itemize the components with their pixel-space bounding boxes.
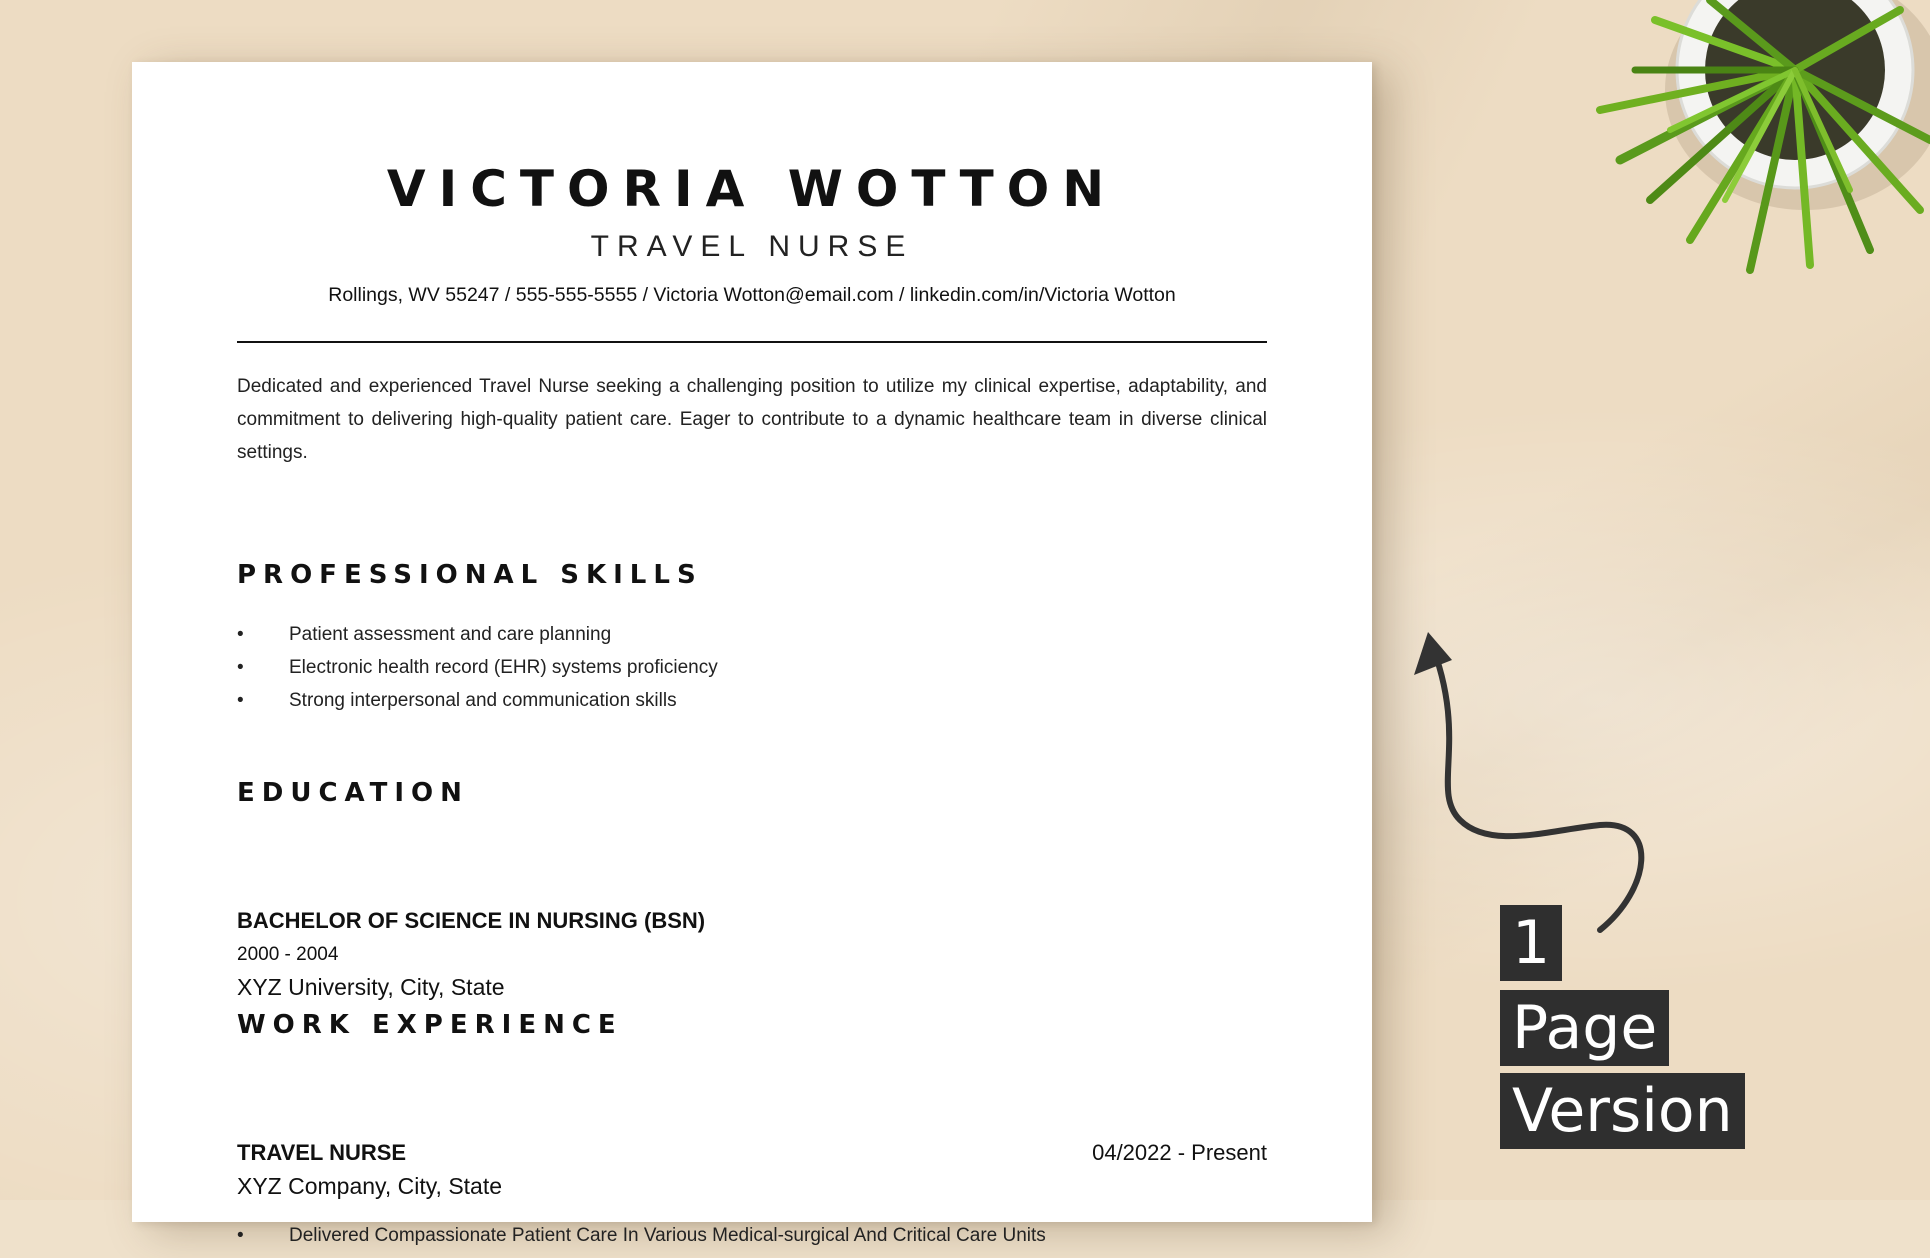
education-years: 2000 - 2004 <box>237 944 339 965</box>
education-heading: EDUCATION <box>237 778 469 808</box>
summary-paragraph: Dedicated and experienced Travel Nurse seeking a challenging position to utilize my clinical expertise, adaptability, and commitment to delivering high-quality patient care. Eager to contribute to a dynamic healthcare team in diverse clinical settings. <box>237 376 1267 463</box>
list-item <box>237 690 1267 723</box>
company-name: XYZ Company, City, State <box>237 1173 503 1199</box>
contact-line: Rollings, WV 55247 / 555-555-5555 / Victoria Wotton@email.com / linkedin.com/in/Victoria Wotton <box>328 284 1176 306</box>
promo-line-2: Page <box>1500 990 1669 1066</box>
experience-heading: WORK EXPERIENCE <box>237 1010 623 1040</box>
bullet-icon: • <box>237 690 244 711</box>
skills-heading: PROFESSIONAL SKILLS <box>237 560 703 590</box>
list-item <box>237 657 1267 690</box>
list-item <box>237 1225 1267 1258</box>
bullet-icon: • <box>237 624 244 645</box>
experience-list <box>237 1225 1267 1258</box>
bullet-icon: • <box>237 657 244 678</box>
resume-name: VICTORIA WOTTON <box>386 160 1118 218</box>
list-item <box>237 624 1267 657</box>
plant-decoration <box>1560 0 1930 280</box>
header-divider <box>237 341 1267 343</box>
experience-text: Delivered Compassionate Patient Care In Various Medical-surgical And Critical Care Units <box>289 1225 1046 1246</box>
job-dates: 04/2022 - Present <box>1092 1140 1267 1165</box>
school-name: XYZ University, City, State <box>237 974 505 1000</box>
promo-line-1: 1 <box>1500 905 1562 981</box>
resume-page <box>132 62 1372 1246</box>
resume-role: TRAVEL NURSE <box>590 230 914 263</box>
skill-text: Patient assessment and care planning <box>289 624 612 645</box>
promo-line-3: Version <box>1500 1073 1745 1149</box>
curved-arrow-icon <box>1400 620 1660 940</box>
job-title: TRAVEL NURSE <box>237 1140 407 1165</box>
skill-text: Electronic health record (EHR) systems proficiency <box>289 657 718 678</box>
skills-list <box>237 624 1267 723</box>
skill-text: Strong interpersonal and communication skills <box>289 690 677 711</box>
bullet-icon: • <box>237 1225 244 1246</box>
degree-title: BACHELOR OF SCIENCE IN NURSING (BSN) <box>237 908 706 933</box>
